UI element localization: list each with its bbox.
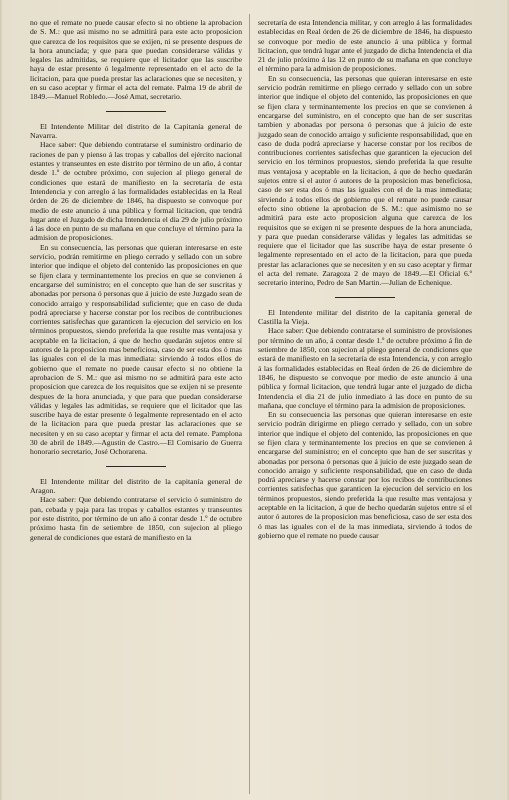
continued-text: secretaría de esta Intendencia militar, y con arreglo á las formalidades establecidas en Real órden de 26 de diciembre de 1846, ha dispuesto se convoque por medio de este anuncio á una pública y formal licitacion, que tendrá lugar ante el juzgado de dicha Intendencia el dia 21 de julio próximo á las 12 en punto de su mañana en que concluye el término para la admision de proposiciones. <box>258 18 472 74</box>
notice-title: El Intendente militar del distrito de la capitanía general de Castilla la Vieja. <box>258 307 472 327</box>
column-divider <box>249 14 250 794</box>
notice-paragraph: En su consecuencia las personas que quieran interesarse en este servicio podrán dirigirme en pliego cerrado y sellado, con un sobre interior que indique el objeto del contenido, las proposiciones en que se fijen clara y terminantemente los precios en que se convienen á encargarse del suministro; en el concepto que han de ser suscritas y abonadas por persona ó personas que á juicio de este juzgado sean de conocido arraigo y suficiente responsabilidad, que en caso de duda podrá apreciarse y hacerse constar por los recibos de contribuciones corrientes satisfechas que garanticen la ejecucion del servicio en los términos propuestos, siendo preferida la que resulte mas ventajosa y aceptable en la licitacion, á que de hecho quedarán sujetos entre sí el autor ó autores de la proposicion mas beneficiosa, caso de ser esta dos ó mas las iguales con el de la mas inmediata, sirviendo á todos de gobierno que el remate no puede causar <box>258 410 472 540</box>
page-edge-left <box>0 0 3 800</box>
notice-paragraph: Hace saber: Que debiendo contratarse el servicio ó suministro de pan, cebada y paja para las tropas y caballos estantes y transeuntes por este distrito, por término de un año á contar desde 1.º de octubre próximo hasta fin de setiembre de 1850, con sujecion al pliego general de condiciones que estará de manifiesto en la <box>30 495 242 542</box>
notice-paragraph: En su consecuencia, las personas que quieran interesarse en este servicio, podrán remitirme en pliego cerrado y sellado con un sobre interior que indique el objeto del contenido las proposiciones en que se fijen clara y terminantemente los precios en que se convienen á encargarse del suministro; en el concepto que han de ser suscritas y abonadas por persona ó personas que á juicio de este Juzgado sean de conocido arraigo y responsabilidad suficiente; que en caso de duda podrá apreciarse y hacerse constar por los recibos de contribuciones corrientes satisfechas que garanticen la ejecucion del servicio en los términos propuestos, siendo preferida la que resulte mas ventajosa y aceptable en la licitacion, á que de hecho quedarán sujetos entre sí autores de la proposicion mas beneficiosa, caso de ser esta dos ó mas las iguales con el de la mas inmediata: sirviendo á todos ellos de gobierno que el remate no puede causar efecto si no obtiene la aprobacion de S. M.: que asi mismo no se admitirá para este acto proposicion que carezca de los requisitos que se exijen ni se presente despues de la hora anunciada, y que para que puedan considerarse válidas y legales las admitidas, se requiere que el licitador que las suscribe haya de estar presente ó legalmente representado en el acto de la licitacion para que pueda prestar las aclaraciones que se necesiten y en su caso aceptar y firmar el acta del remate. Pamplona 30 de abril de 1849.—Agustin de Castro.—El Comisario de Guerra honorario secretario, José Ochorarena. <box>30 242 242 457</box>
notice-title: El Intendente Militar del distrito de la Capitanía general de Navarra. <box>30 121 242 141</box>
right-column <box>258 18 472 790</box>
section-rule <box>106 466 166 467</box>
section-rule <box>335 297 395 298</box>
section-rule <box>106 111 166 112</box>
notice-paragraph: Hace saber: Que debiendo contratarse el suministro de provisiones por término de un año, á contar desde 1.º de octubre próximo á fin de setiembre de 1850, con sujecion al pliego general de condiciones que estará de manifiesto en la secretaría de esta Intendencia, y con arreglo á las formalidades establecidas en Real órden de 26 de diciembre de 1846, he dispuesto se convoque por medio de este anuncio á una pública y formal licitacion, que tendrá lugar ante el juzgado de dicha Intendencia el dia 21 de julio inmediato á las doce en punto de su mañana, que concluye el término para la admision de proposiciones. <box>258 326 472 410</box>
continued-text: no que el remate no puede causar efecto si no obtiene la aprobacion de S. M.: que asi mismo no se admitirá para este acto proposicion que carezca de los requisitos que se exijen, ni se presente despues de la hora anunciada; y que para que puedan considerarse válidas y legales las admitidas, se requiere que el licitador que las suscribe haya de estar presente ó legalmente representado en el acto de la licitacion, para que pueda prestar las aclaraciones que se necesiten, y en su caso aceptar y firmar el acta del remate. Palma 19 de abril de 1849.—Manuel Robledo.—José Amat, secretario. <box>30 18 242 102</box>
notice-title: El Intendente militar del distrito de la capitanía general de Aragon. <box>30 476 242 495</box>
left-column <box>30 18 242 790</box>
notice-paragraph: Hace saber: Que debiendo contratarse el suministro ordinario de raciones de pan y pienso á las tropas y caballos del ejército nacional estantes y transeuntes en este distrito por término de un año, á contar desde 1.º de octubre próximo, con sujecion al pliego general de condiciones que estará de manifiesto en la secretaría de esta Intendencia y con arreglo á las formalidades establecidas en la Real órden de 26 de diciembre de 1846, ha dispuesto se convoque por medio de este anuncio á una pública y formal licitacion, que tendrá lugar ante el Juzgado de dicha Intendencia el dia 29 de julio próximo á las doce en punto de su mañana en que concluye el término para la admision de proposiciones. <box>30 140 242 243</box>
notice-paragraph: En su consecuencia, las personas que quieran interesarse en este servicio podrán remitirme en pliego cerrado y sellado con un sobre interior que indique el objeto del contenido, las proposiciones en que se fijen clara y terminantemente los precios en que se convienen á encargarse del suministro, en el concepto que han de ser suscritas tambien y abonadas por persona ó personas que á juicio de este juzgado sean de conocido arraigo y suficiente responsabilidad, que en caso de duda podrá apreciarse y hacerse constar por los recibos de contribuciones corrientes satisfechas que garanticen la ejecucion del servicio en los términos propuestos, siendo preferida la que resulte mas ventajosa y aceptable en la licitacion, á que de hecho quedarán sujetos entre sí el autor ó autores de la proposicion mas beneficiosa, caso de ser esta dos ó mas las iguales con el de la mas inmediata; sirviendo á todos ellos de gobierno que el remate no puede causar efecto sino obtiene la aprobacion de S. M.: que asimismo no se admitirá para este acto proposicion alguna que carezca de los requisitos que se exigen ni se presente despues de la hora anunciada, y para que puedan considerarse válidas y legales las admitidas se requiere que el licitador que las suscribe haya de estar presente ó legalmente representado en el acto de la licitacion, para que pueda prestar las aclaraciones que se necesiten y en su caso aceptar y firmar el acta del remate. Zaragoza 2 de mayo de 1849.—El Oficial 6.º secretario interino, Pedro de San Martin.—Julian de Echenique. <box>258 73 472 288</box>
